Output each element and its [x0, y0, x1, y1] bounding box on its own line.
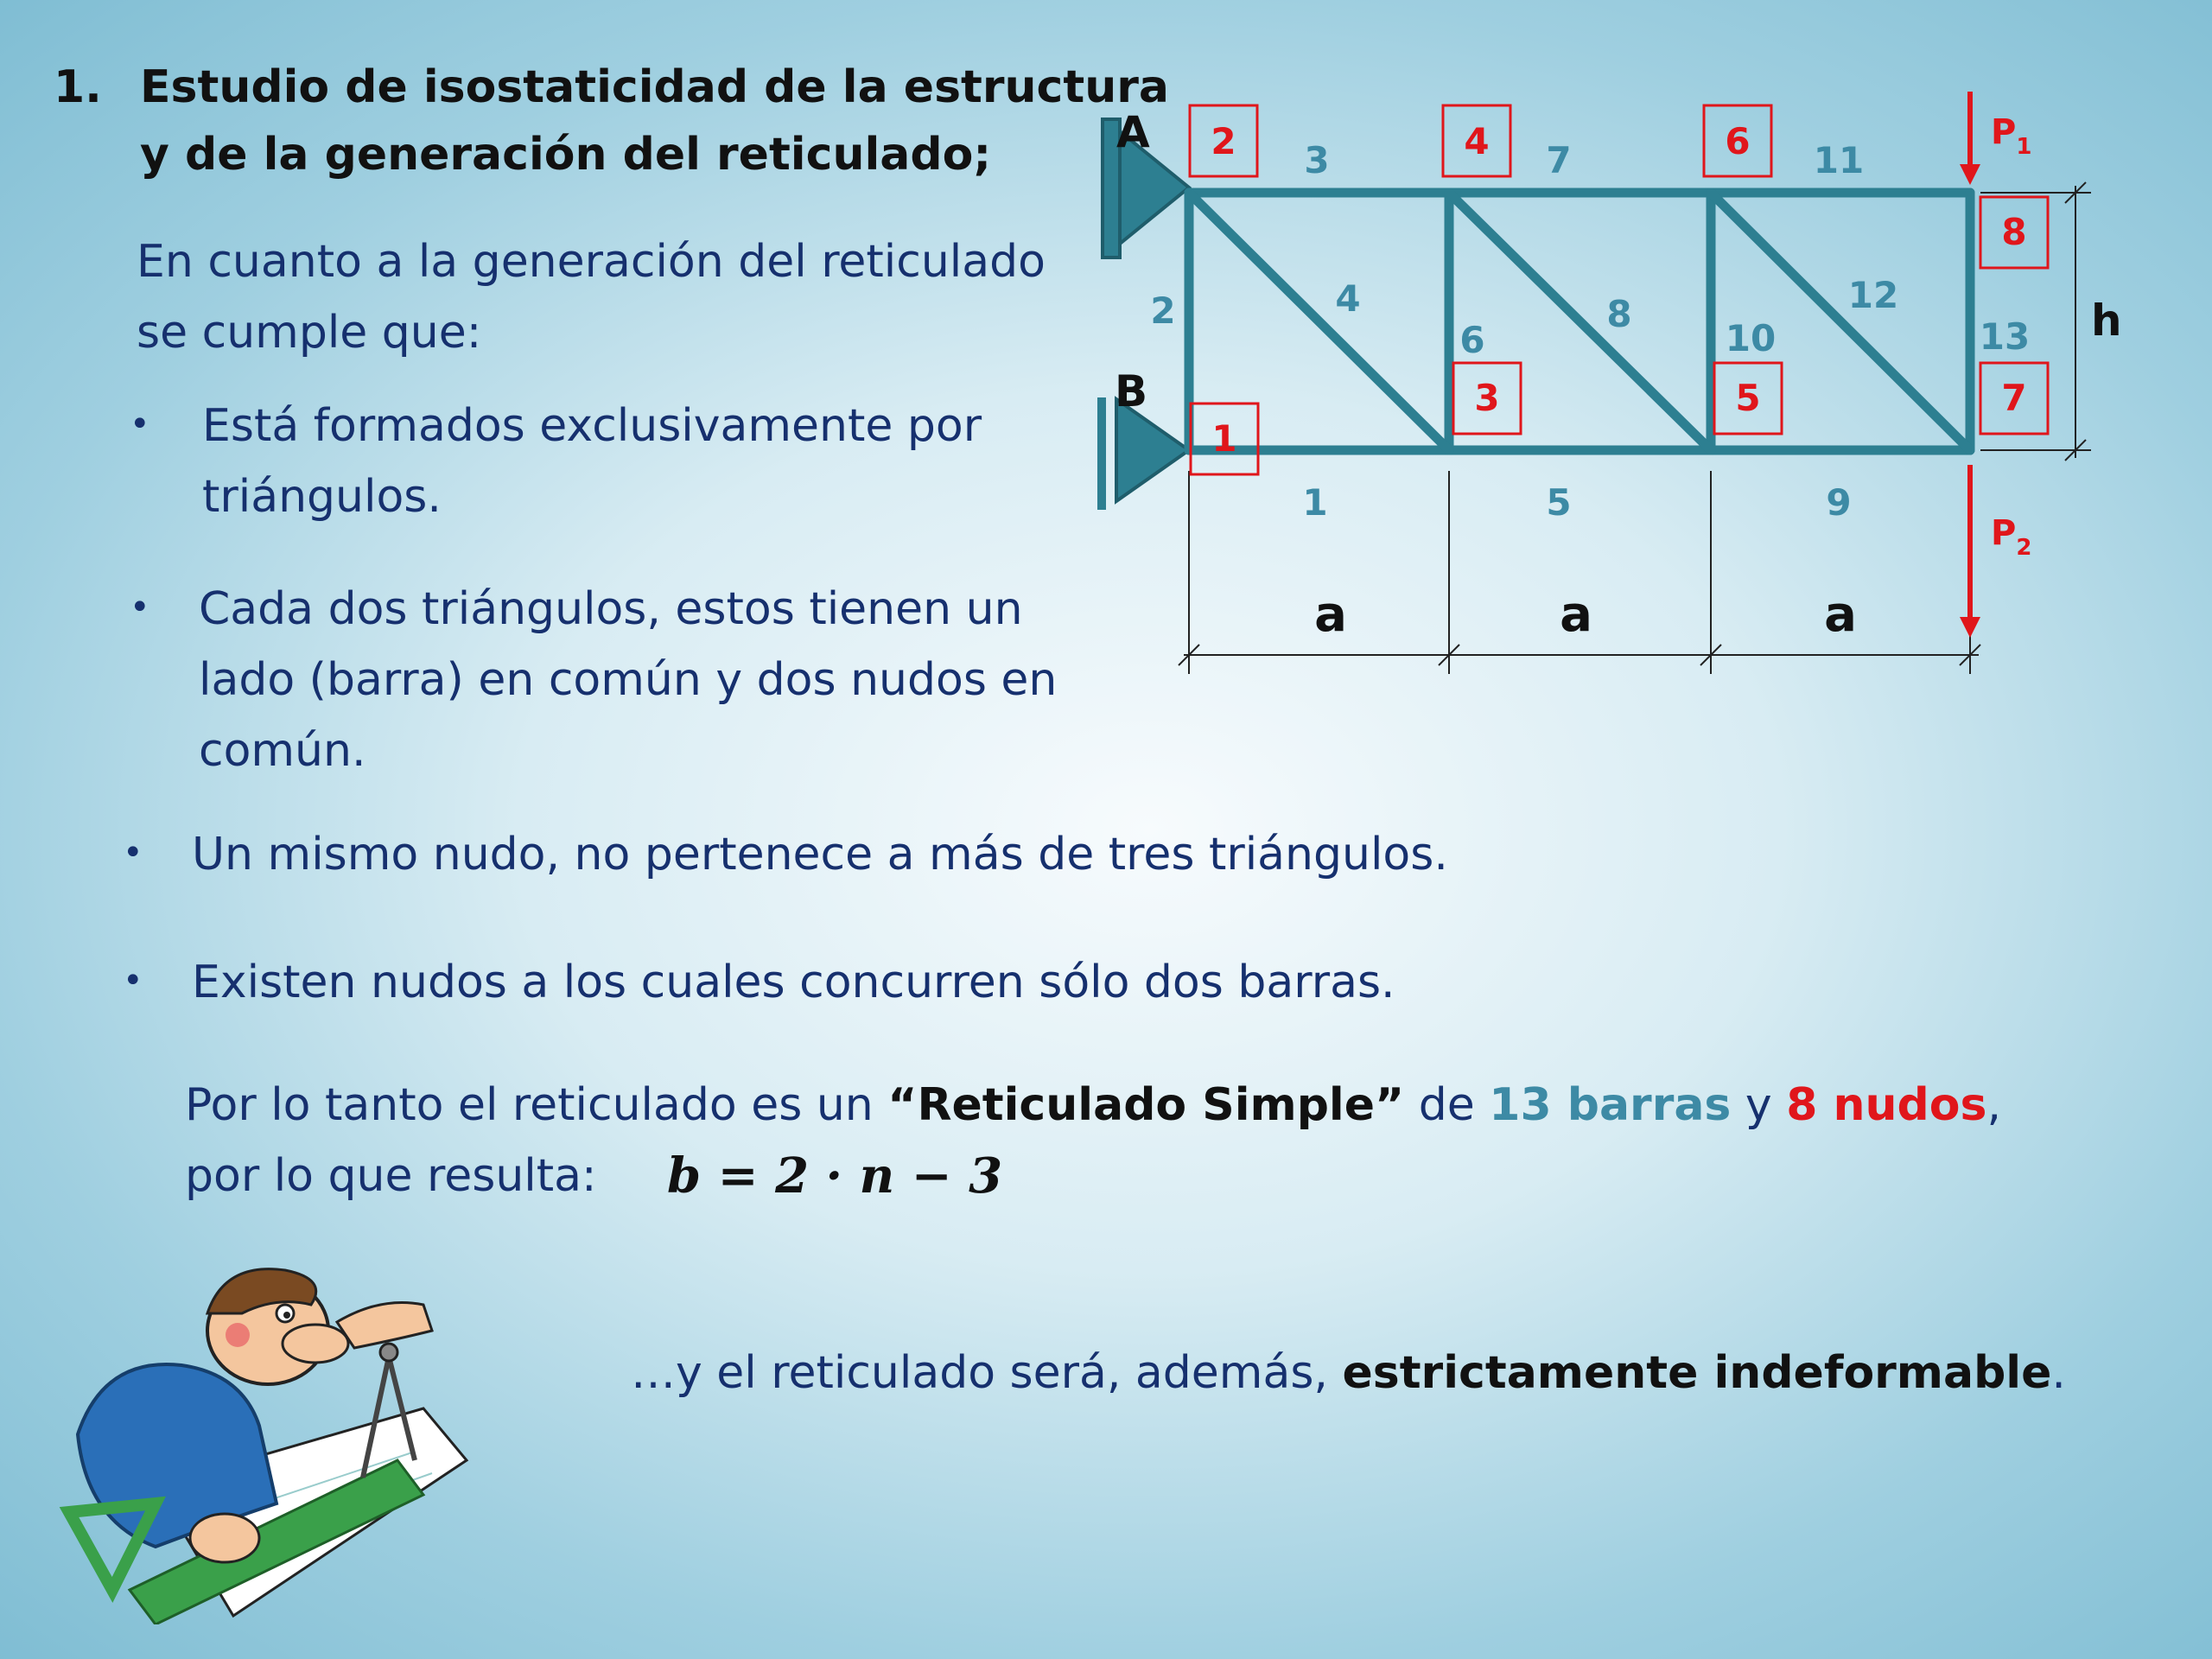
formula: b = 2 · n − 3	[667, 1147, 1003, 1205]
node-label-7: 7	[2001, 377, 2027, 419]
node-label-2: 2	[1211, 120, 1236, 162]
intro-line-2: se cumple que:	[137, 307, 482, 359]
bar-label-3: 3	[1304, 139, 1330, 181]
bullet-dot: •	[123, 833, 143, 873]
closing-emphasis: estrictamente indeformable	[1342, 1347, 2052, 1399]
bullet-2-line-3: común.	[199, 725, 366, 777]
reticulado-simple-term: “Reticulado Simple”	[887, 1079, 1405, 1131]
intro-line-1: En cuanto a la generación del reticulado	[137, 236, 1046, 288]
bullet-dot: •	[130, 404, 150, 444]
bar-label-8: 8	[1606, 293, 1632, 335]
closing-suffix: .	[2051, 1347, 2066, 1399]
node-label-3: 3	[1474, 377, 1500, 419]
conclusion-prefix: Por lo tanto el reticulado es un	[185, 1079, 888, 1131]
conclusion-line-1	[185, 1070, 2001, 1141]
bullet-1-line-2: triángulos.	[202, 471, 442, 523]
support-b-wall	[1097, 397, 1106, 510]
bullet-2-line-2: lado (barra) en común y dos nudos en	[199, 654, 1058, 706]
height-label: h	[2091, 296, 2122, 346]
conclusion-y: y	[1731, 1079, 1787, 1131]
bars-count: 13 barras	[1489, 1079, 1732, 1131]
node-label-8: 8	[2001, 211, 2027, 253]
bar-label-10: 10	[1725, 317, 1777, 359]
bar-label-11: 11	[1813, 139, 1865, 181]
node-label-5: 5	[1735, 377, 1761, 419]
node-label-1: 1	[1211, 417, 1237, 460]
bullet-1-line-1: Está formados exclusivamente por	[202, 400, 982, 452]
span-label-3: a	[1824, 587, 1857, 643]
bar-label-1: 1	[1302, 481, 1328, 524]
bar-label-4: 4	[1335, 277, 1361, 320]
heading-number: 1.	[54, 61, 102, 113]
bullet-dot: •	[123, 961, 143, 1001]
heading-line-1: Estudio de isostaticidad de la estructura	[140, 61, 1169, 113]
bar-label-6: 6	[1459, 319, 1485, 361]
support-a-label: A	[1116, 107, 1150, 157]
bar-4	[1189, 193, 1449, 450]
closing-prefix: …y el reticulado será, además,	[631, 1347, 1343, 1399]
bar-label-12: 12	[1847, 274, 1899, 316]
conclusion-line-2: por lo que resulta:	[185, 1150, 597, 1202]
bar-label-13: 13	[1979, 315, 2031, 358]
node-label-6: 6	[1725, 120, 1751, 162]
bullet-dot: •	[130, 588, 150, 627]
bar-label-2: 2	[1150, 289, 1176, 332]
load-p2-label: $P_2$	[1991, 513, 2032, 561]
node-label-4: 4	[1464, 120, 1490, 162]
truss-diagram	[1071, 78, 2143, 700]
heading-line-2: y de la generación del reticulado;	[140, 129, 992, 181]
span-label-2: a	[1560, 587, 1592, 643]
support-b-label: B	[1115, 366, 1148, 416]
bar-label-7: 7	[1546, 139, 1572, 181]
conclusion-de: de	[1404, 1079, 1490, 1131]
bar-label-9: 9	[1826, 481, 1852, 524]
bullet-2-line-1: Cada dos triángulos, estos tienen un	[199, 583, 1023, 635]
bullet-3-line-1: Un mismo nudo, no pertenece a más de tres triángulos.	[192, 829, 1448, 880]
nodes-count: 8 nudos	[1786, 1079, 1987, 1131]
conclusion-comma: ,	[1986, 1079, 2001, 1131]
engineer-drafting-illustration	[52, 1262, 484, 1624]
load-p1-label: $P_1$	[1991, 112, 2032, 160]
span-label-1: a	[1314, 587, 1347, 643]
bullet-4-line-1: Existen nudos a los cuales concurren sólo dos barras.	[192, 957, 1395, 1008]
bar-label-5: 5	[1546, 481, 1572, 524]
closing-line	[631, 1338, 2066, 1408]
